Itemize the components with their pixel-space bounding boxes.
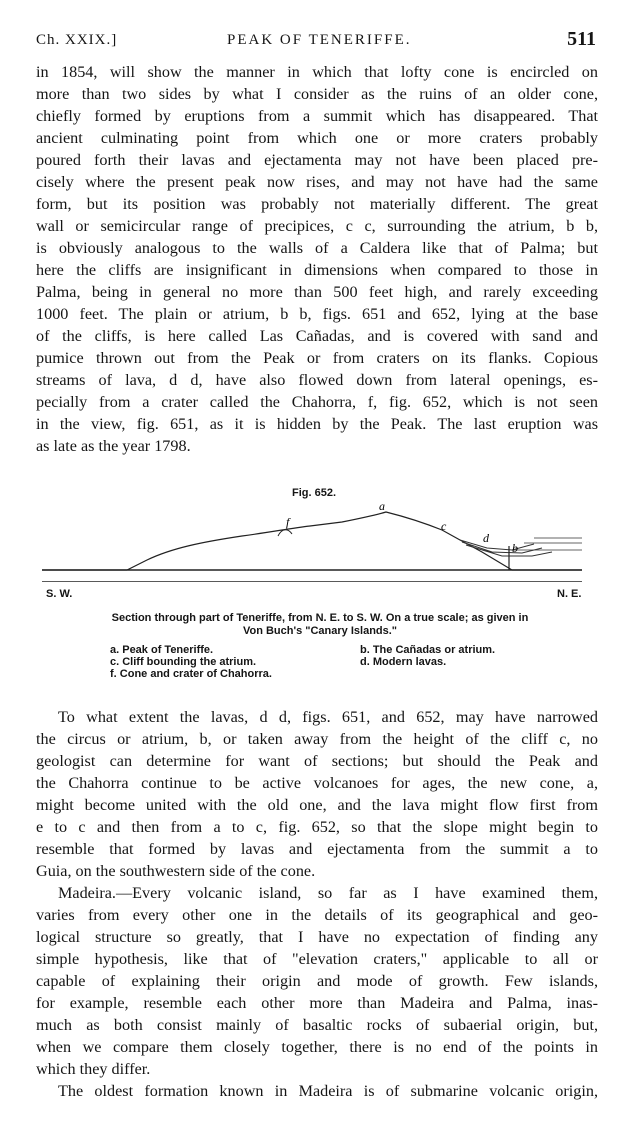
caption-line: Von Buch's "Canary Islands." <box>242 625 398 637</box>
text-line: much as both consist mainly of basaltic rocks of subaerial origin, but, <box>36 1016 598 1034</box>
text-line: varies from every other one in the details of its geographical and geo- <box>36 906 598 924</box>
text-line: for example, resemble each other more than Madeira and Palma, inas- <box>36 994 598 1012</box>
text-line: which they differ. <box>36 1060 151 1078</box>
text-line: 1000 feet. The plain or atrium, b b, figs. 651 and 652, lying at the base <box>36 305 598 323</box>
orientation-ne: N. E. <box>557 588 582 600</box>
terrain-profile <box>42 512 582 570</box>
text-line: wall or semicircular range of precipices, c c, surrounding the atrium, b b, <box>36 217 598 235</box>
text-line: the circus or atrium, b, or taken away from the height of the cliff c, no <box>36 730 598 748</box>
figure-caption <box>70 612 570 638</box>
figure-label-d: d <box>483 531 489 545</box>
figure-label-c: c <box>441 519 447 533</box>
text-line: Palma, being in general no more than 500 feet high, and rarely exceeding <box>36 283 598 301</box>
legend-column-right <box>360 644 495 668</box>
text-line: when we compare them closely together, there is no end of the points in <box>36 1038 598 1056</box>
legend-column-left <box>110 644 272 680</box>
figure-title: Fig. 652. <box>292 487 337 499</box>
text-line: pumice thrown out from the Peak or from craters on its flanks. Copious <box>36 349 598 367</box>
chapter-label: Ch. XXIX.] <box>36 32 118 48</box>
text-line: here the cliffs are insignificant in dimensions when compared to those in <box>36 261 598 279</box>
body-text-lower <box>36 706 598 1102</box>
page-header <box>36 30 596 52</box>
section-diagram <box>42 498 582 582</box>
atrium-layers <box>512 538 582 550</box>
text-line: as late as the year 1798. <box>36 437 191 455</box>
text-line: capable of explaining their origin and mode of growth. Few islands, <box>36 972 598 990</box>
text-line: streams of lava, d d, have also flowed down from lateral openings, es- <box>36 371 598 389</box>
text-line: Madeira.—Every volcanic island, so far as I have examined them, <box>58 884 598 902</box>
orientation-sw: S. W. <box>46 588 73 600</box>
paragraph-1 <box>36 61 598 457</box>
paragraph-2 <box>36 706 598 882</box>
text-line: Guia, on the southwestern side of the cone. <box>36 862 316 880</box>
figure-label-b: b <box>512 541 518 555</box>
legend-item: f. Cone and crater of Chahorra. <box>110 668 272 680</box>
figure-label-a: a <box>379 499 385 513</box>
legend-item: b. The Cañadas or atrium. <box>360 644 496 656</box>
text-line: resemble that formed by lavas and ejectamenta from the summit a to <box>36 840 598 858</box>
text-line: in 1854, will show the manner in which that lofty cone is encircled on <box>36 63 598 81</box>
text-line: poured forth their lavas and ejectamenta may not have been placed pre- <box>36 151 598 169</box>
legend-item: d. Modern lavas. <box>360 656 447 668</box>
text-line: in the view, fig. 651, as it is hidden by the Peak. The last eruption was <box>36 415 598 433</box>
text-line: simple hypothesis, like that of "elevation craters," applicable to all or <box>36 950 598 968</box>
text-line: more than two sides by what I consider as the ruins of an older cone, <box>36 85 598 103</box>
legend-item: a. Peak of Teneriffe. <box>110 644 214 656</box>
text-line: e to c and then from a to c, fig. 652, so that the slope might begin to <box>36 818 598 836</box>
text-line: form, but its position was probably not materially different. The great <box>36 195 598 213</box>
caption-line: Section through part of Teneriffe, from N. E. to S. W. On a true scale; as given in <box>111 612 529 624</box>
text-line: ancient culminating point from which one or more craters probably <box>36 129 598 147</box>
text-line: logical structure so greatly, that I have no expectation of finding any <box>36 928 598 946</box>
legend-item: c. Cliff bounding the atrium. <box>110 656 257 668</box>
text-line: chiefly formed by eruptions from a summit which has disappeared. That <box>36 107 598 125</box>
text-line: To what extent the lavas, d d, figs. 651, and 652, may have narrowed <box>58 708 598 726</box>
paragraph-4 <box>36 1080 598 1102</box>
paragraph-3 <box>36 882 598 1080</box>
text-line: of the cliffs, is here called Las Cañadas, and is covered with sand and <box>36 327 598 345</box>
text-line: pecially from a crater called the Chahorra, f, fig. 652, which is not seen <box>36 393 598 411</box>
text-line: The oldest formation known in Madeira is of submarine volcanic origin, <box>58 1082 598 1100</box>
text-line: is obviously analogous to the walls of a Caldera like that of Palma; but <box>36 239 598 257</box>
figure-label-f: f <box>286 515 290 529</box>
text-line: cisely where the present peak now rises, and may not have had the same <box>36 173 598 191</box>
text-line: might become united with the old one, and the lava might flow first from <box>36 796 598 814</box>
text-line: geologist can determine for want of sections; but should the Peak and <box>36 752 598 770</box>
page-number: 511 <box>567 28 596 50</box>
text-line: the Chahorra continue to be active volcanoes for ages, the new cone, a, <box>36 774 598 792</box>
running-title: PEAK OF TENERIFFE. <box>227 32 412 48</box>
